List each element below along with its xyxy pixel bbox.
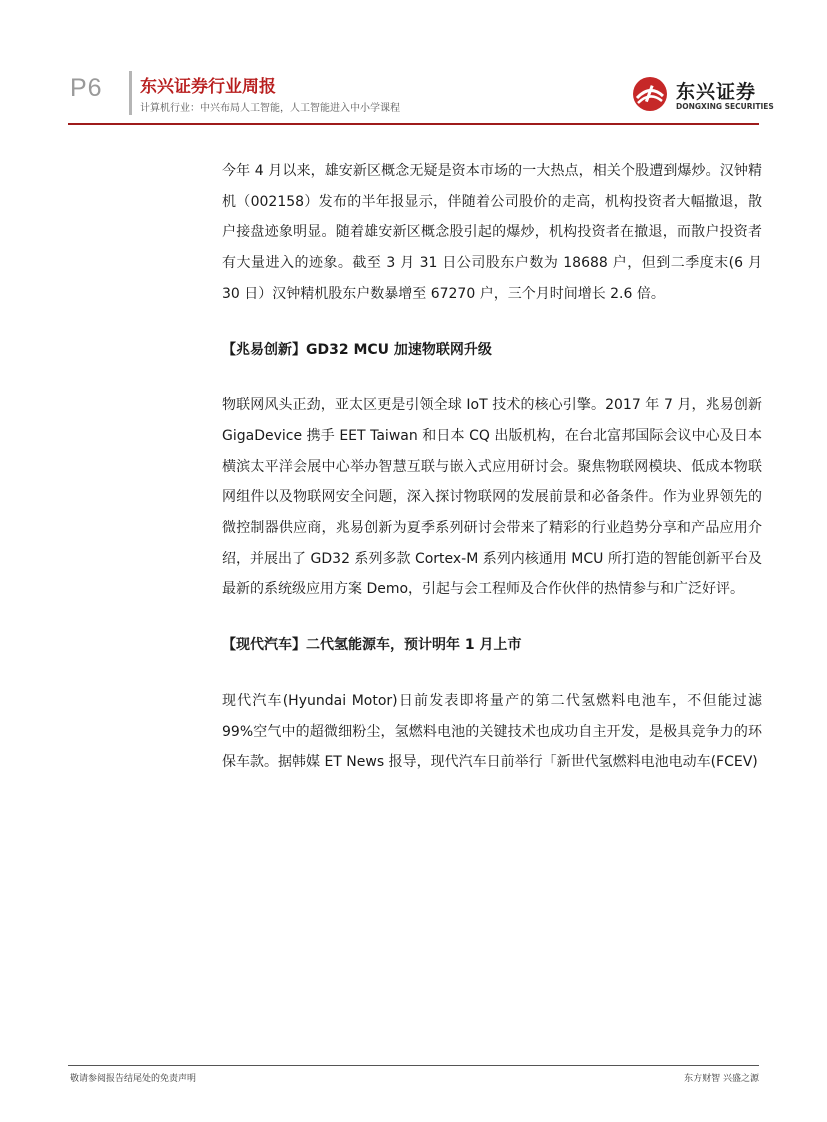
company-slogan: 东方财智 兴盛之源: [684, 1074, 759, 1084]
paragraph-hyundai: 现代汽车(Hyundai Motor)日前发表即将量产的第二代氢燃料电池车，不但能过滤 99%空气中的超微细粉尘，氢燃料电池的关键技术也成功自主开发，是极具竞争力的环保车款。据韩媒 ET News 报导，现代汽车日前举行「新世代氢燃料电池电动车(FCEV): [222, 692, 762, 771]
section-heading-zhaoyi: 【兆易创新】GD32 MCU 加速物联网升级: [222, 341, 492, 358]
footer-rule: [68, 1065, 759, 1066]
header-rule: [68, 123, 759, 125]
page-number: P6: [70, 74, 103, 102]
paragraph-hanzhong: 今年 4 月以来，雄安新区概念无疑是资本市场的一大热点，相关个股遭到爆炒。汉钟精机（002158）发布的半年报显示，伴随着公司股价的走高，机构投资者大幅撤退，散户接盘迹象明显。随着雄安新区概念股引起的爆炒，机构投资者在撤退，而散户投资者有大量进入的迹象。截至 3 月 31 日公司股东户数为 18688 户，但到二季度末(6 月 30 日）汉钟精机股东户数暴增至 67270 户，三个月时间增长 2.6 倍。: [222, 163, 762, 302]
report-subtitle: 计算机行业：中兴布局人工智能，人工智能进入中小学课程: [140, 103, 400, 114]
logo-text-cn: 东兴证券: [676, 81, 757, 103]
company-logo: [632, 76, 774, 116]
logo-text-en: DONGXING SECURITIES: [676, 102, 774, 111]
header-divider: [129, 71, 132, 115]
report-body: [222, 156, 762, 778]
paragraph-zhaoyi: 物联网风头正劲，亚太区更是引领全球 IoT 技术的核心引擎。2017 年 7 月，兆易创新 GigaDevice 携手 EET Taiwan 和日本 CQ 出版机构，在台北富邦国际会议中心及日本横滨太平洋会展中心举办智慧互联与嵌入式应用研讨会。聚焦物联网模块、低成本物联网组件以及物联网安全问题，深入探讨物联网的发展前景和必备条件。作为业界领先的微控制器供应商，兆易创新为夏季系列研讨会带来了精彩的行业趋势分享和产品应用介绍，并展出了 GD32 系列多款 Cortex-M 系列内核通用 MCU 所打造的智能创新平台及最新的系统级应用方案 Demo，引起与会工程师及合作伙伴的热情参与和广泛好评。: [222, 397, 762, 598]
logo-emblem-icon: [632, 76, 668, 112]
report-title: 东兴证券行业周报: [140, 77, 276, 97]
disclaimer-note: 敬请参阅报告结尾处的免责声明: [70, 1074, 197, 1084]
section-heading-hyundai: 【现代汽车】二代氢能源车，预计明年 1 月上市: [222, 637, 522, 654]
